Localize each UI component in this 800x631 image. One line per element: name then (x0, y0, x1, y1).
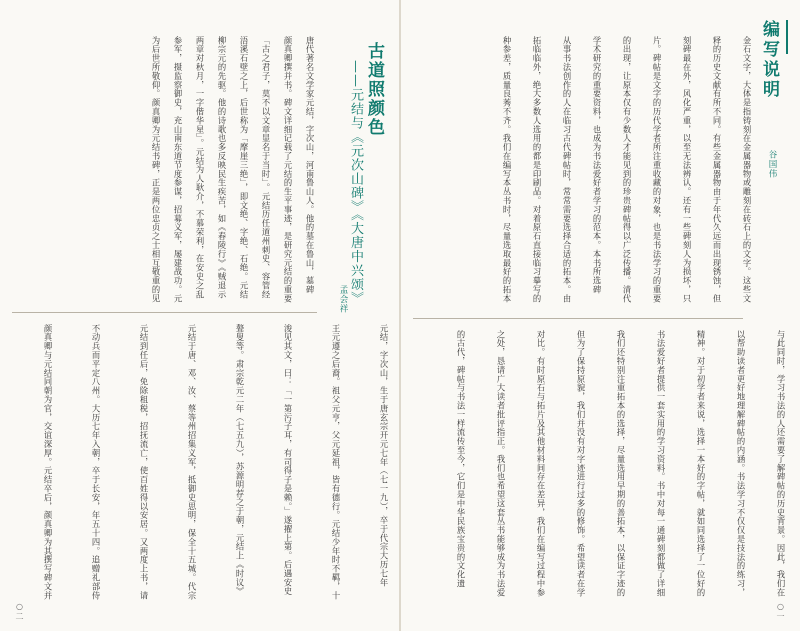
preface-title: 编写说明 (759, 20, 779, 100)
text-column: 书法爱好者提供一套实用的学习资料。书中对每一通碑刻都做了详细 (656, 330, 666, 597)
article-subtitle: ——元结与《元次山碑》《大唐中兴颂》 (348, 60, 363, 306)
section-divider (413, 318, 743, 319)
text-column: 但为了保持原貌，我们并没有对字迹进行过多的修饰。希望读者在学 (576, 330, 586, 597)
text-column: 王元遵之后裔。祖父元亨，父元延祖，皆有德行。元结少年时不羁，十 (331, 324, 341, 600)
text-column: 聱叟等。肃宗乾元二年（七五九），苏源明荐之于朝，元结上《时议》 (235, 324, 245, 596)
text-column: 以帮助读者更好地理解碑帖的内涵。书法学习不仅仅是技法的练习， (736, 330, 746, 597)
text-column: 种参差，质量良莠不齐。我们在编写本丛书时，尽量选取最好的拓本 (502, 36, 512, 303)
left-page (0, 0, 399, 631)
text-column: 浚见其文，曰：「一第污子耳，有司得子是赖。」遂擢上第。后遇安史 (283, 324, 293, 596)
title-accent-bar (786, 20, 788, 54)
text-column: 元结于唐、邓、汝、蔡等州招集义军，抵御史思明，保全十五城。代宗 (187, 324, 197, 600)
page-number: ○二 (15, 602, 24, 621)
page-number: ○一 (776, 602, 785, 621)
text-column: 不动兵而平定八州。大历七年入朝，卒于长安，年五十四。追赠礼部侍 (91, 324, 101, 600)
text-column: 为后世所敬仰。颜真卿为元结书碑，正是两位忠贞之士相互敬重的见 (151, 36, 161, 303)
text-column: 的出现，让原本仅有少数人才能见到的珍贵碑帖得以广泛传播。清代 (622, 36, 632, 303)
text-column: 唐代著名文学家元结，字次山，河南鲁山人。他的墓在鲁山，墓碑 (305, 36, 315, 295)
text-column: 颜真卿与元结同朝为官，交谊深厚。元结卒后，颜真卿为其撰写碑文并 (43, 324, 53, 600)
text-column: 两章对秋月，一字偕华星」。元结为人耿介，不慕荣利，在安史之乱 (195, 36, 205, 299)
text-column: 刻碑最在外，风化严重，以至无法辨认。还有一些碑刻人为损坏，只 (682, 36, 692, 303)
text-column: 的古代，碑帖与书法一样流传至今，它们是中华民族宝贵的文化遗 (456, 330, 466, 589)
text-column: 我们还特别注重拓本的选择，尽量选用早期的善拓本，以保证字迹的 (616, 330, 626, 597)
text-column: 与此同时，学习书法的人还需要了解碑帖的历史背景。因此，我们在 (776, 330, 786, 597)
text-column: 对比。有时原石与拓片及其他材料间存在差异，我们在编写过程中参 (536, 330, 546, 597)
text-column: 片。碑帖是文字的历代学者所注重收藏的对象，也是书法学习的重要 (652, 36, 662, 303)
text-column: 元结，字次山，生于唐玄宗开元七年（七一九），卒于代宗大历七年 (379, 324, 389, 587)
text-column: 之处，恳请广大读者批评指正。我们也希望这套丛书能够成为书法爱 (496, 330, 506, 597)
article-author: 孟会祥 (338, 285, 348, 314)
text-column: 学术研究的重要资料，也成为书法爱好者学习的范本。本书所选碑 (592, 36, 602, 295)
right-page (401, 0, 800, 631)
text-column: 拓临临外，绝大多数人选用的都是印刷品。对着原石直接临习摹写的 (532, 36, 542, 303)
text-column: 柳宗元的先驱。他的诗歌也多反映民生疾苦，如《舂陵行》《贼退示 (217, 36, 227, 299)
text-column: 精神。对于初学者来说，选择一本好的字帖，就如同选择了一位好的 (696, 330, 706, 597)
preface-author: 谷国伟 (767, 150, 777, 179)
text-column: 浯溪石壁之上，后世称为「摩崖三绝」，即文绝、字绝、石绝。元结 (239, 36, 249, 299)
section-divider (12, 312, 317, 313)
text-column: 从事书法创作的人在临习古代碑帖时，常常需要选择合适的拓本。由 (562, 36, 572, 303)
article-title: 古道照颜色 (364, 42, 384, 137)
text-column: 「古之君子，莫不以文章显名于当时」。元结历任道州刺史、容管经 (261, 36, 271, 299)
text-column: 参军，摄监察御史，充山南东道节度参谋，招募义军，屡建战功。元 (173, 36, 183, 303)
text-column: 元结到任后，免除租税，招抚流亡，使百姓得以安居。又两度上书，请 (139, 324, 149, 600)
text-column: 颜真卿撰并书。碑文详细记载了元结的生平事迹，是研究元结的重要 (283, 36, 293, 303)
text-column: 金石文字，大体是指铸刻在金属器物或雕刻在砖石上的文字。这些文 (742, 36, 752, 303)
text-column: 释的历史文献有所不同。有些金属器物由于年代久远而出现锈蚀，但 (712, 36, 722, 303)
